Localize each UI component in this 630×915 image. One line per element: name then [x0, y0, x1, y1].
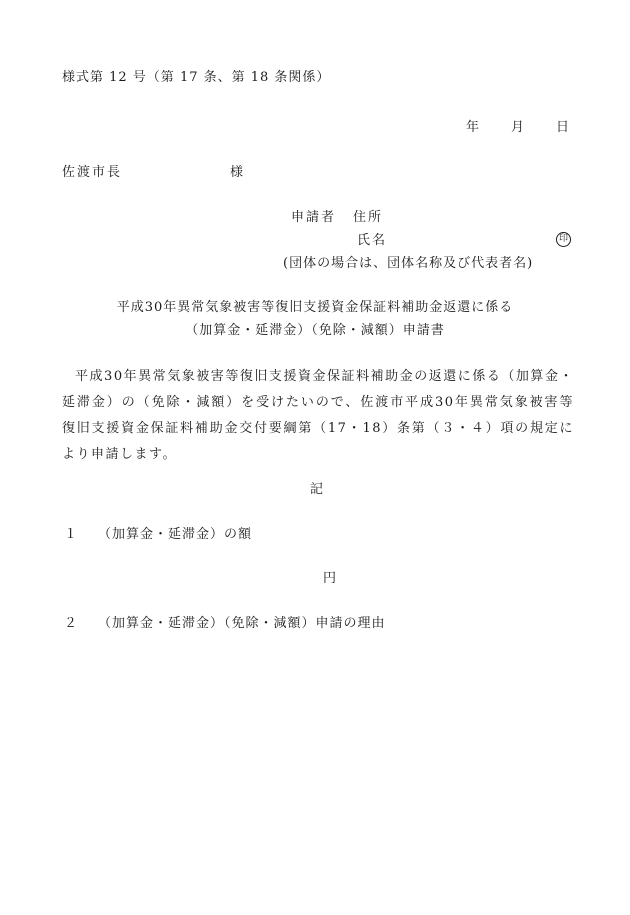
- title-line-1: 平成30年異常気象被害等復旧支援資金保証料補助金返還に係る: [116, 300, 514, 315]
- title-line-2: （加算金・延滞金）（免除・減額）申請書: [185, 323, 445, 338]
- name-label: 氏名: [357, 233, 388, 248]
- item-2-number: ２: [64, 616, 79, 631]
- seal-icon: 印: [556, 232, 571, 247]
- item-2-label: （加算金・延滞金）（免除・減額）申請の理由: [98, 616, 386, 631]
- date-day: 日: [556, 120, 571, 135]
- addressee-name: 佐渡市長: [62, 165, 123, 180]
- date-year: 年: [466, 120, 481, 135]
- applicant-note: (団体の場合は、団体名称及び代表者名): [283, 256, 534, 271]
- item-1-label: （加算金・延滞金）の額: [98, 527, 253, 542]
- address-label: 住所: [353, 210, 384, 225]
- date-month: 月: [511, 120, 526, 135]
- yen-unit: 円: [323, 571, 338, 586]
- ki-heading: 記: [310, 482, 325, 497]
- form-number: 様式第 12 号（第 17 条、第 18 条関係）: [62, 70, 331, 85]
- applicant-label: 申請者: [291, 210, 337, 225]
- addressee-honorific: 様: [230, 165, 245, 180]
- item-1-number: １: [64, 527, 79, 542]
- body-paragraph: 平成30年異常気象被害等復旧支援資金保証料補助金の返還に係る（加算金・延滞金）の（免除・減額）を受けたいので、佐渡市平成30年異常気象被害等復旧支援資金保証料補助金交付要綱第（17・18）条第（３・４）項の規定により申請します。: [62, 369, 574, 462]
